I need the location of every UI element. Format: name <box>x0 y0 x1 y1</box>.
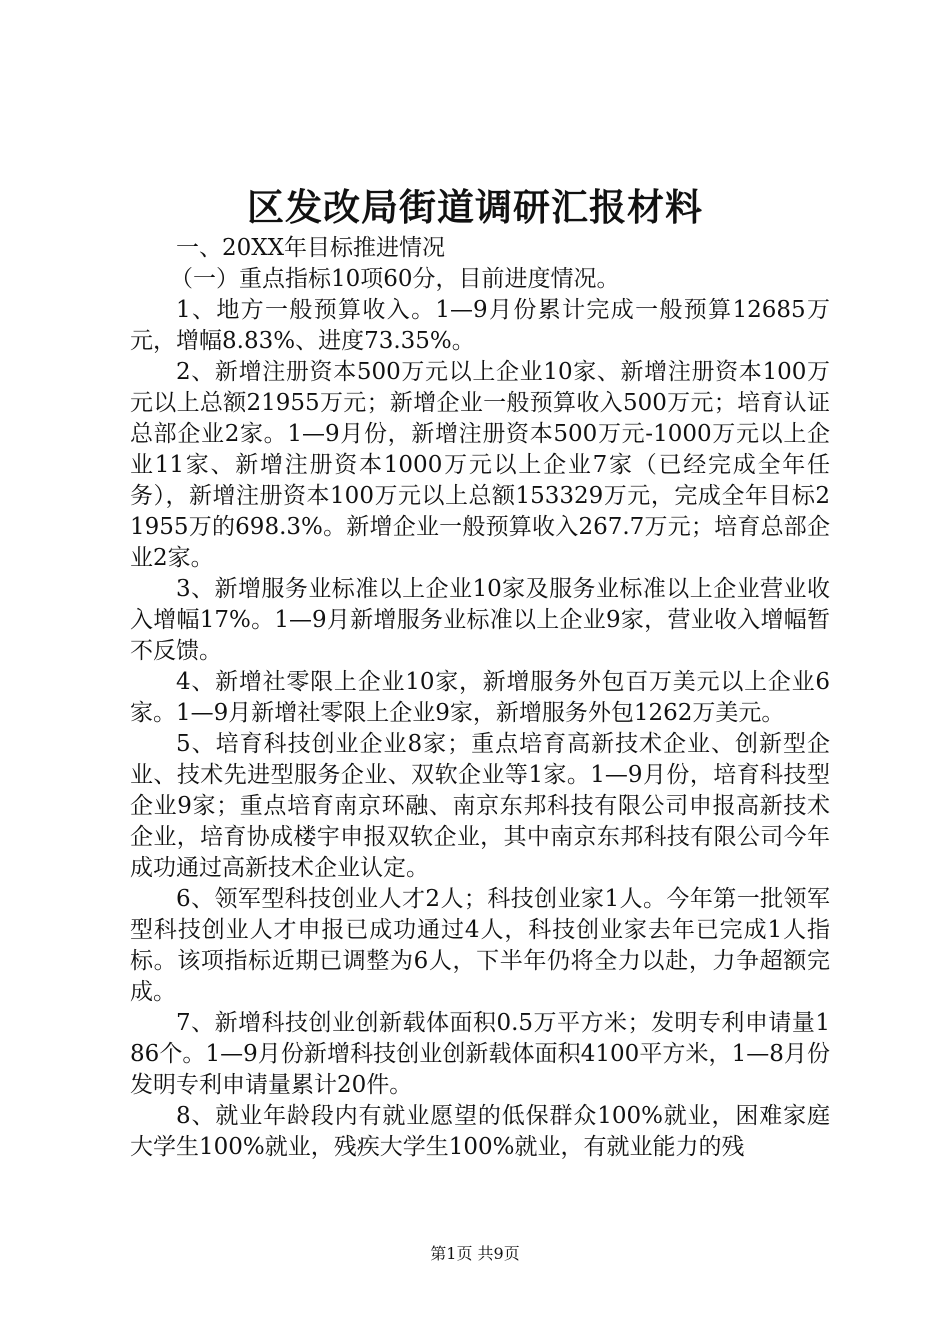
paragraph-item-5: 5、培育科技创业企业8家；重点培育高新技术企业、创新型企业、技术先进型服务企业、双软企业等1家。1—9月份，培育科技型企业9家；重点培育南京环融、南京东邦科技有限公司申报高新技术企业，培育协成楼宇申报双软企业，其中南京东邦科技有限公司今年成功通过高新技术企业认定。 <box>130 731 830 881</box>
paragraph-item-2: 2、新增注册资本500万元以上企业10家、新增注册资本100万元以上总额21955万元；新增企业一般预算收入500万元；培育认证总部企业2家。1—9月份，新增注册资本500万元-1000万元以上企业11家、新增注册资本1000万元以上企业7家（已经完成全年任务），新增注册资本100万元以上总额153329万元，完成全年目标21955万的698.3%。新增企业一般预算收入267.7万元；培育总部企业2家。 <box>130 359 830 571</box>
paragraph-item-8: 8、就业年龄段内有就业愿望的低保群众100%就业，困难家庭大学生100%就业，残疾大学生100%就业，有就业能力的残 <box>130 1103 830 1160</box>
document-title: 区发改局街道调研汇报材料 <box>247 185 703 229</box>
section-heading: 一、20XX年目标推进情况 <box>176 235 446 261</box>
paragraph-item-4: 4、新增社零限上企业10家，新增服务外包百万美元以上企业6家。1—9月新增社零限上企业9家，新增服务外包1262万美元。 <box>130 669 830 726</box>
document-body <box>130 233 830 1163</box>
paragraph-item-1: 1、地方一般预算收入。1—9月份累计完成一般预算12685万元，增幅8.83%、进度73.35%。 <box>130 297 830 354</box>
page-number-footer: 第1页 共9页 <box>430 1244 520 1263</box>
paragraph-item-7: 7、新增科技创业创新载体面积0.5万平方米；发明专利申请量186个。1—9月份新增科技创业创新载体面积4100平方米，1—8月份发明专利申请量累计20件。 <box>130 1010 830 1098</box>
subsection-heading: （一）重点指标10项60分，目前进度情况。 <box>170 266 620 292</box>
paragraph-item-6: 6、领军型科技创业人才2人；科技创业家1人。今年第一批领军型科技创业人才申报已成功通过4人，科技创业家去年已完成1人指标。该项指标近期已调整为6人，下半年仍将全力以赴，力争超额完成。 <box>130 886 830 1005</box>
paragraph-item-3: 3、新增服务业标准以上企业10家及服务业标准以上企业营业收入增幅17%。1—9月新增服务业标准以上企业9家，营业收入增幅暂不反馈。 <box>130 576 830 664</box>
